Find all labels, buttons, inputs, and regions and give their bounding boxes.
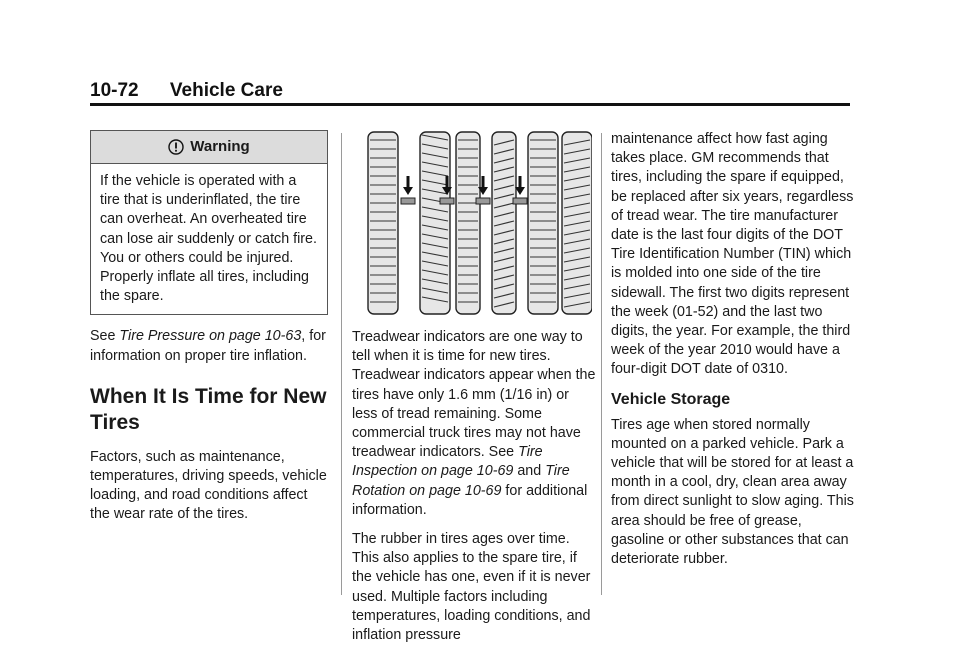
see-paragraph: See Tire Pressure on page 10-63, for information on proper tire inflation.: [90, 328, 326, 364]
tread-rib: [420, 132, 450, 314]
treadwear-paragraph: Treadwear indicators are one way to tell when it is time for new tires. Treadwear indicators appear when the tires have only 1.6 mm (1/16 in) or less of tread remaining. Some commercial truck tires may not have treadwear indicators. See Tire Inspection on page 10-69 and Tire Rotation on page 10-69 for additional information.: [352, 329, 596, 518]
column-divider: [601, 133, 602, 595]
warning-icon: [168, 139, 184, 155]
column-3: [611, 130, 856, 579]
treadwear-indicator-bar: [476, 198, 490, 204]
warning-title: Warning: [190, 138, 250, 156]
indicator-arrow-shaft: [482, 176, 485, 188]
tread-rib: [528, 132, 558, 314]
treadwear-indicator-bar: [513, 198, 527, 204]
page-number: 10-72: [90, 80, 139, 101]
treadwear-indicator-bar: [401, 198, 415, 204]
tread-rib: [456, 132, 480, 314]
header-rule: [90, 103, 850, 106]
warning-box: [90, 130, 328, 315]
treadwear-indicator-bar: [440, 198, 454, 204]
column-2: [352, 130, 596, 655]
column-1: [90, 130, 330, 535]
factors-paragraph: Factors, such as maintenance, temperatures, driving speeds, vehicle loading, and road conditions affect the wear rate of the tires.: [90, 448, 327, 523]
link-tire-pressure[interactable]: Tire Pressure on page 10-63: [119, 328, 302, 345]
link-tire-inspection[interactable]: Tire Inspection on page 10-69: [352, 444, 543, 480]
warning-header: [91, 131, 327, 164]
section-title: Vehicle Care: [169, 80, 283, 101]
indicator-arrow-shaft: [446, 176, 449, 188]
indicator-arrow-head: [403, 187, 413, 195]
tread-rib: [368, 132, 398, 314]
column-divider: [341, 133, 342, 595]
treadwear-indicator-illustration: [352, 130, 592, 316]
aging-paragraph: The rubber in tires ages over time. This also applies to the spare tire, if the vehicle has one, even if it is never used. Multiple factors including temperatures, loading conditions, and inflation pressure: [352, 531, 591, 644]
link-tire-rotation[interactable]: Tire Rotation on page 10-69: [352, 463, 570, 499]
warning-body: If the vehicle is operated with a tire that is underinflated, the tire can overheat. An overheated tire can lose air suddenly or catch fire. You or others could be injured. Properly inflate all tires, including the spare.: [100, 173, 317, 305]
aging-continued-paragraph: maintenance affect how fast aging takes place. GM recommends that tires, including the spare if equipped, be replaced after six years, regardless of tread wear. The tire manufacturer date is the last four digits of the DOT Tire Identification Number (TIN) which is molded into one side of the tire sidewall. The first two digits represent the week (01-52) and the last two digits, the year. For example, the third week of the year 2010 would have a four-digit DOT date of 0310.: [611, 131, 854, 378]
indicator-arrow-shaft: [519, 176, 522, 188]
section-heading-vehicle-storage: Vehicle Storage: [611, 390, 731, 408]
indicator-arrow-shaft: [407, 176, 410, 188]
section-heading-new-tires: When It Is Time for New Tires: [90, 384, 327, 434]
storage-paragraph: Tires age when stored normally mounted on a parked vehicle. Park a vehicle that will be stored for at least a month in a cool, dry, clean area away from direct sunlight to slow aging. This area should be free of grease, gasoline or other substances that can deteriorate rubber.: [611, 416, 854, 568]
page-header: [90, 80, 283, 102]
